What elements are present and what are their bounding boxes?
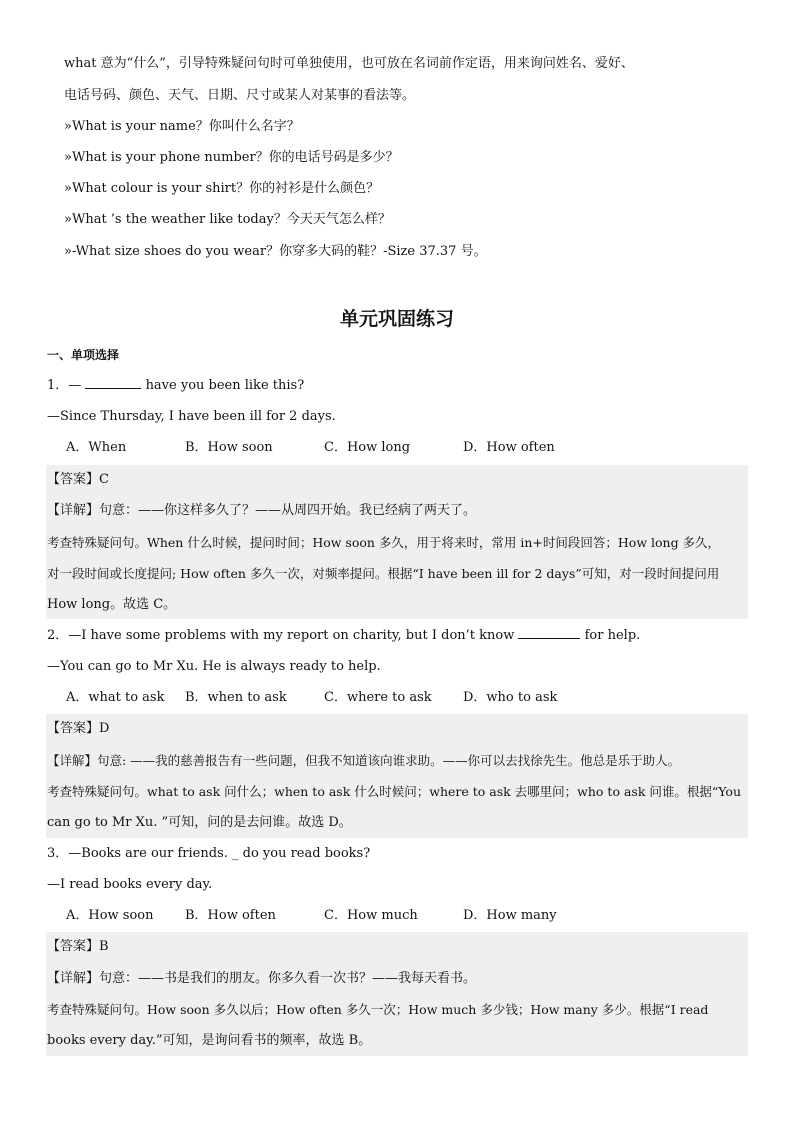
detail-line: 考查特殊疑问句。what to ask 问什么；when to ask 什么时候问；where to ask 去哪里问；who to ask 问谁。根据“You [47, 784, 741, 799]
question-2-text: 2．—I have some problems with my report on charity, but I don’t know [47, 628, 515, 643]
detail-line: How long。故选 C。 [47, 597, 177, 612]
section-heading: 一、单项选择 [47, 348, 120, 362]
option-d: D．How often [463, 440, 555, 455]
question-2-stem [47, 620, 751, 651]
detail-line: 对一段时间或长度提问; How often 多久一次，对频率提问。根据“I have been ill for 2 days”可知，对一段时间提问用 [47, 566, 720, 581]
intro-line-1: what 意为“什么”，引导特殊疑问句时可单独使用，也可放在名词前作定语，用来询问姓名、爱好、 [64, 56, 634, 71]
detail-line: books every day.”可知，是询问看书的频率，故选 B。 [47, 1033, 372, 1048]
example-line: »What is your name？你叫什么名字？ [64, 119, 300, 134]
question-1-reply: —Since Thursday, I have been ill for 2 days. [47, 409, 336, 424]
answer-label: 【答案】D [47, 721, 110, 736]
option-d: D．How many [463, 908, 557, 923]
option-b: B．when to ask [185, 690, 287, 705]
option-c: C．How much [324, 908, 418, 923]
intro-line-2: 电话号码、颜色、天气、日期、尺寸或某人对某事的看法等。 [64, 88, 416, 103]
detail-line: can go to Mr Xu. ”可知，问的是去问谁。故选 D。 [47, 815, 352, 830]
option-c: C．where to ask [324, 690, 432, 705]
question-1-stem [47, 370, 751, 401]
example-line: »What ’s the weather like today？今天天气怎么样？ [64, 212, 391, 227]
detail-line: 考查特殊疑问句。When 什么时候，提问时间；How soon 多久，用于将来时，常用 in+时间段回答；How long 多久， [47, 535, 721, 550]
question-1-number: 1．— [47, 378, 82, 393]
answer-label: 【答案】C [47, 472, 109, 487]
answer-label: 【答案】B [47, 939, 109, 954]
page-title: 单元巩固练习 [339, 308, 454, 330]
option-b: B．How often [185, 908, 276, 923]
detail-line: 【详解】句意：——你这样多久了？——从周四开始。我已经病了两天了。 [47, 503, 477, 518]
question-1-text: have you been like this? [145, 378, 305, 393]
detail-line: 考查特殊疑问句。How soon 多久以后；How often 多久一次；How much 多少钱；How many 多少。根据“I read [47, 1002, 709, 1017]
question-2-text-end: for help. [584, 628, 641, 643]
option-c: C．How long [324, 440, 411, 455]
question-3-reply: —I read books every day. [47, 877, 213, 892]
option-a: A．How soon [66, 908, 154, 923]
option-d: D．who to ask [463, 690, 558, 705]
example-line: »What is your phone number？你的电话号码是多少？ [64, 150, 399, 165]
detail-line: 【详解】句意: ——我的慈善报告有一些问题，但我不知道该向谁求助。——你可以去找徐先生。他总是乐于助人。 [47, 753, 681, 768]
example-line: »What colour is your shirt？你的衬衫是什么颜色？ [64, 181, 380, 196]
question-2-reply: —You can go to Mr Xu. He is always ready to help. [47, 659, 381, 674]
question-3-stem: 3．—Books are our friends. _ do you read books? [47, 846, 371, 861]
option-a: A．When [66, 440, 127, 455]
option-b: B．How soon [185, 440, 273, 455]
example-line: »-What size shoes do you wear？你穿多大码的鞋？-Size 37.37 号。 [64, 244, 487, 259]
detail-line: 【详解】句意：——书是我们的朋友。你多久看一次书？——我每天看书。 [47, 971, 477, 986]
option-a: A．what to ask [66, 690, 165, 705]
answer-blank [85, 376, 141, 389]
answer-blank [518, 626, 580, 639]
